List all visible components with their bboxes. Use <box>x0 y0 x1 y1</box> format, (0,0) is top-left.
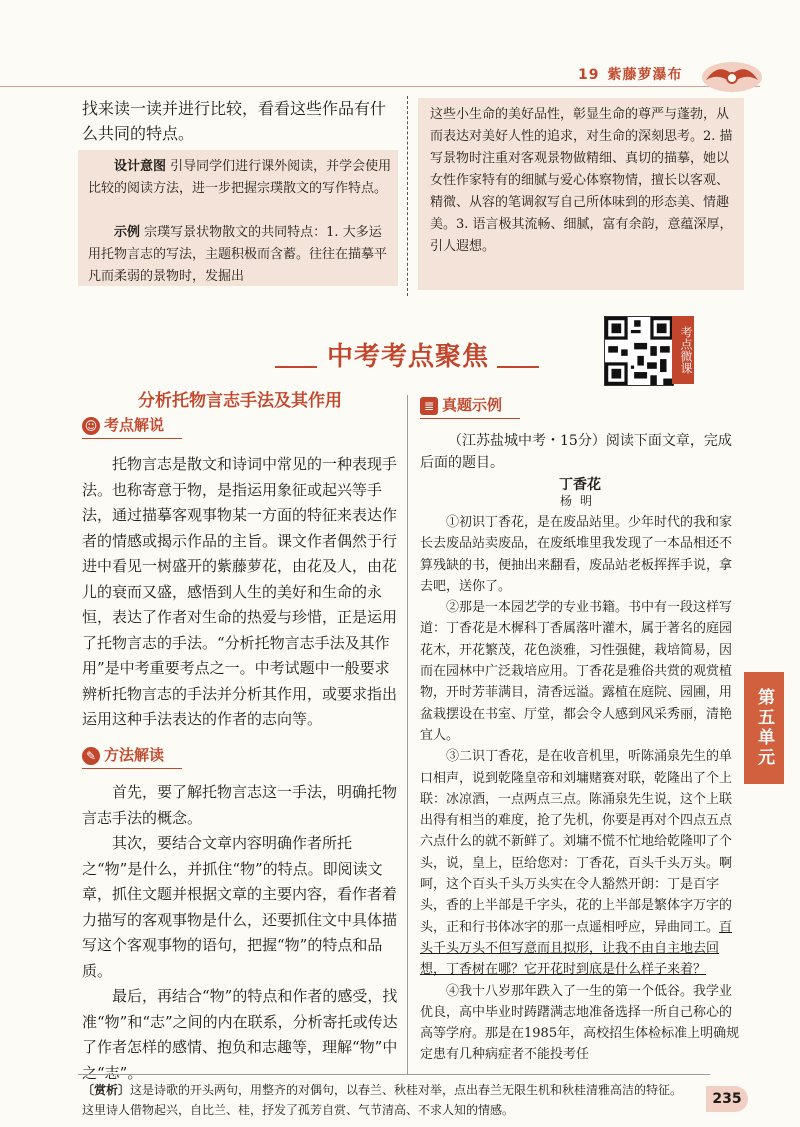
running-head <box>578 64 682 84</box>
page-number: 235 <box>706 1086 748 1112</box>
section-banner: 中考考点聚焦 <box>326 342 489 372</box>
header-rule <box>0 86 760 87</box>
heading-real-question <box>420 394 502 415</box>
footer-note-label: 〔赏析〕 <box>82 1083 131 1097</box>
heading-method <box>82 744 164 765</box>
article-body <box>420 512 740 1066</box>
question-intro: （江苏盐城中考・15分）阅读下面文章，完成后面的题目。 <box>420 433 732 471</box>
heading-real-question-rule <box>420 418 520 419</box>
design-intent <box>88 156 392 200</box>
footer-note <box>82 1080 694 1120</box>
explain-body <box>82 452 398 733</box>
explain-paragraph: 托物言志是散文和诗词中常见的一种表现手法。也称寄意于物，是指运用象征或起兴等手法，通过描摹客观事物某一方面的特征来表达作者的情感或揭示作品的主旨。课文作者偶然于行进中看见一树盛开的紫藤萝花，由花及人，由花儿的衰而又盛，感悟到人生的美好和生命的永恒，表达了作者对生命的热爱与珍惜，正是运用了托物言志的手法。“分析托物言志手法及其作用”是中考重要考点之一。中考试题中一般要求辨析托物言志的手法并分析其作用，或要求指出运用这种手法表达的作者的志向等。 <box>82 455 398 728</box>
design-intent-label: 设计意图 <box>114 159 167 174</box>
heading-real-question-label: 真题示例 <box>442 396 503 414</box>
method-paragraph-1: 首先，要了解托物言志这一手法，明确托物言志手法的概念。 <box>82 783 398 827</box>
heading-explain-rule <box>82 438 182 439</box>
article-underlined-sentence: 百头千头万头不但写意而且拟形，让我不由自主地去回想，丁香树在哪？它开花时到底是什么样子来着？ <box>420 919 733 978</box>
article-paragraph-2: ②那是一本园艺学的专业书籍。书中有一段这样写道：丁香花是木樨科丁香属落叶灌木，属于著名的庭园花木，开花繁茂，花色淡雅，习性强健，栽培简易，因而在园林中广泛栽培应用。丁香花是雅俗共赏的观赏植物，开时芳菲满目，清香远溢。露植在庭院、园圃，用盆栽摆设在书室、厅堂，都会令人感到风采秀丽，清艳宜人。 <box>420 600 733 743</box>
key-icon: ✎ <box>82 747 100 765</box>
method-paragraph-2: 其次，要结合文章内容明确作者所托之“物”是什么，并抓住“物”的特点。即阅读文章，抓住文题并根据文章的主要内容，看作者着力描写的客观事物是什么，还要抓住文中具体描写这个客观事物的语句，把握“物”的特点和品质。 <box>82 834 398 980</box>
person-icon: ☺ <box>82 417 100 435</box>
document-icon: ≣ <box>420 397 438 415</box>
footer-rule <box>78 1074 710 1075</box>
example-label: 示例 <box>114 225 141 240</box>
heading-method-rule <box>82 768 182 769</box>
heading-explain <box>82 414 164 435</box>
method-paragraph-3: 最后，再结合“物”的特点和作者的感受，找准“物”和“志”之间的内在联系，分析寄托或传达了作者怎样的感情、抱负和志趣等，理解“物”中之“志”。 <box>82 987 398 1082</box>
heading-method-label: 方法解读 <box>104 746 165 764</box>
top-left-text: 找来读一读并进行比较，看看这些作品有什么共同的特点。 <box>82 99 387 143</box>
method-body <box>82 780 398 1086</box>
example-text: 宗璞写景状物散文的共同特点：1. 大多运用托物言志的写法，主题积极而含蓄。往往在描摹平凡而柔弱的景物时，发掘出 <box>88 225 388 284</box>
heading-explain-label: 考点解说 <box>104 416 165 434</box>
design-intent-text: 引导同学们进行课外阅读，并学会使用比较的阅读方法，进一步把握宗璞散文的写作特点。 <box>88 159 392 196</box>
article-title: 丁香花 <box>559 477 601 493</box>
article-author: 杨明 <box>559 494 600 508</box>
micro-lesson-tag: 考点微课 <box>672 316 694 384</box>
qr-code-icon[interactable] <box>604 316 674 386</box>
example-continued-text: 这些小生命的美好品性，彰显生命的尊严与蓬勃，从而表达对美好人性的追求，对生命的深刻思考。2. 描写景物时注重对客观景物做精细、真切的描摹，她以女性作家特有的细腻与爱心体察物情，擅长以客观、精微、从容的笔调叙写自己所体味到的形态美、情趣美。3. 语言极其流畅、细腻，富有余韵，意蕴深厚，引人遐想。 <box>430 107 733 254</box>
lesson-title: 紫藤萝瀑布 <box>607 67 683 83</box>
column-divider <box>407 395 408 1075</box>
banner-rule-right <box>497 366 539 368</box>
banner-rule-left <box>275 366 317 368</box>
article-paragraph-4: ④我十八岁那年跌入了一生的第一个低谷。我学业优良，高中毕业时踌躇满志地准备选择一所自己称心的高等学府。那是在1985年，高校招生体检标准上明确规定患有几种病症者不能投考任 <box>420 983 740 1063</box>
wing-emblem-icon <box>700 58 764 96</box>
top-divider <box>407 96 408 296</box>
footer-note-text: 这是诗歌的开头两句，用整齐的对偶句，以春兰、秋桂对举，点出春兰无限生机和秋桂清雅高洁的特征。这里诗人借物起兴，自比兰、桂，抒发了孤芳自赏、气节清高、不求人知的情感。 <box>82 1083 683 1117</box>
lesson-number: 19 <box>578 67 600 83</box>
article-paragraph-1: ①初识丁香花，是在废品站里。少年时代的我和家长去废品站卖废品，在废纸堆里我发现了一本品相还不算残缺的书，便抽出来翻看，废品站老板挥挥手说，拿去吧，送你了。 <box>420 515 733 594</box>
article-paragraph-3-text: ③二识丁香花，是在收音机里，听陈涌泉先生的单口相声，说到乾隆皇帝和刘墉赌赛对联，乾隆出了个上联：冰凉酒，一点两点三点。陈涌泉先生说，这个上联出得有相当的难度，抢了先机，你要是再对个四点五点六点什么的就不新鲜了。刘墉不慌不忙地给乾隆叩了个头，说，皇上，臣给您对：丁香花，百头千头万头。啊呵，这个百头千头万头实在令人豁然开朗：丁是百字头，香的上半部是千字头，花的上半部是繁体字万字的头，正和行书体冰字的那一点遥相呼应，异曲同工。 <box>420 749 733 935</box>
unit-tab: 第五单元 <box>744 672 784 784</box>
article-paragraph-3 <box>420 746 740 980</box>
topic-subtitle: 分析托物言志手法及其作用 <box>138 391 342 411</box>
example <box>88 222 392 288</box>
